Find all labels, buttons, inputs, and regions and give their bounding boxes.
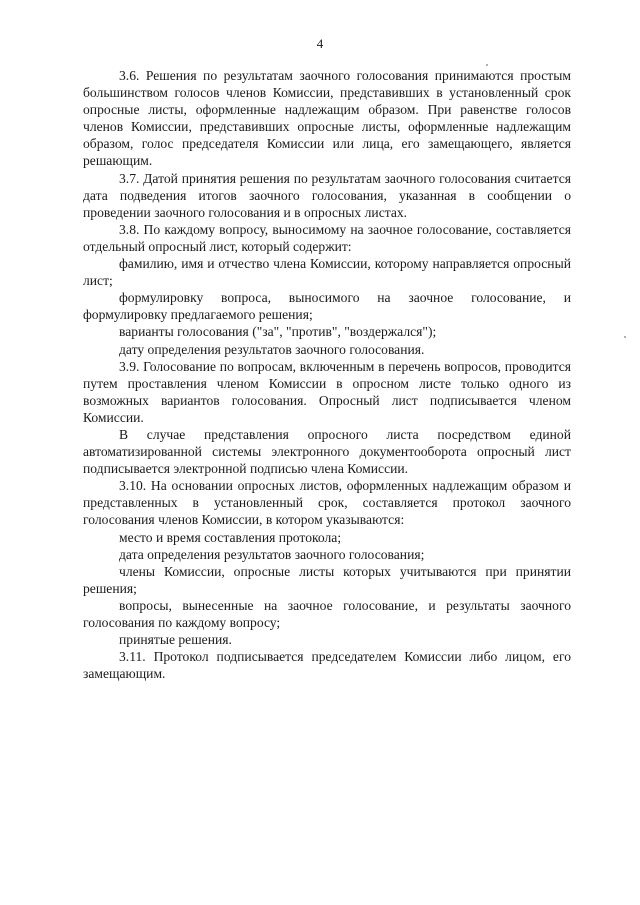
list-item-question-wording: формулировку вопроса, выносимого на заочное голосование, и формулировку предлагаемого решения; [83,290,571,323]
list-item-commission-members: члены Комиссии, опросные листы которых учитываются при принятии решения; [83,563,571,596]
scan-speck-right [624,336,626,338]
paragraph-electronic-signature: В случае представления опросного листа посредством единой автоматизированной системы электронного документооборота опросный лист подписывается электронной подписью члена Комиссии. [83,426,571,477]
list-item-results-date: дату определения результатов заочного голосования. [119,341,425,357]
paragraph-3-10: 3.10. На основании опросных листов, оформленных надлежащим образом и представленных в установленный срок, составляется протокол заочного голосования членов Комиссии, в котором указываются: [83,478,571,528]
document-body [83,67,571,682]
paragraph-3-9: 3.9. Голосование по вопросам, включенным в перечень вопросов, проводится путем проставления членом Комиссии в опросном листе только одного из возможных вариантов голосования. Опросный лист подписывается членом Комиссии. [83,358,571,425]
paragraph-3-11: 3.11. Протокол подписывается председателем Комиссии либо лицом, его замещающим. [83,649,571,682]
list-item-full-name: фамилию, имя и отчество члена Комиссии, которому направляется опросный лист; [83,256,571,289]
list-item-decisions: принятые решения. [119,632,232,648]
paragraph-3-6: 3.6. Решения по результатам заочного голосования принимаются простым большинством голосов членов Комиссии, представивших в установленный срок опросные листы, оформленные надлежащим образом. При равенстве голосов членов Комиссии, представивших опросные листы, оформленные надлежащим образом, голос председателя Комиссии или лица, его замещающего, является решающим. [83,68,571,169]
scan-speck-top [486,64,488,66]
list-item-voting-options: варианты голосования ("за", "против", "воздержался"); [119,324,437,340]
list-item-results-date-2: дата определения результатов заочного голосования; [119,546,425,562]
list-item-protocol-place-time: место и время составления протокола; [119,529,342,545]
paragraph-3-8: 3.8. По каждому вопросу, выносимому на заочное голосование, составляется отдельный опросный лист, который содержит: [83,221,571,254]
page-number: 4 [316,36,324,51]
list-item-questions-results: вопросы, вынесенные на заочное голосование, и результаты заочного голосования по каждому вопросу; [83,597,571,630]
paragraph-3-7: 3.7. Датой принятия решения по результатам заочного голосования считается дата подведения итогов заочного голосования, указанная в сообщении о проведении заочного голосования и в опросных листах. [83,170,571,220]
